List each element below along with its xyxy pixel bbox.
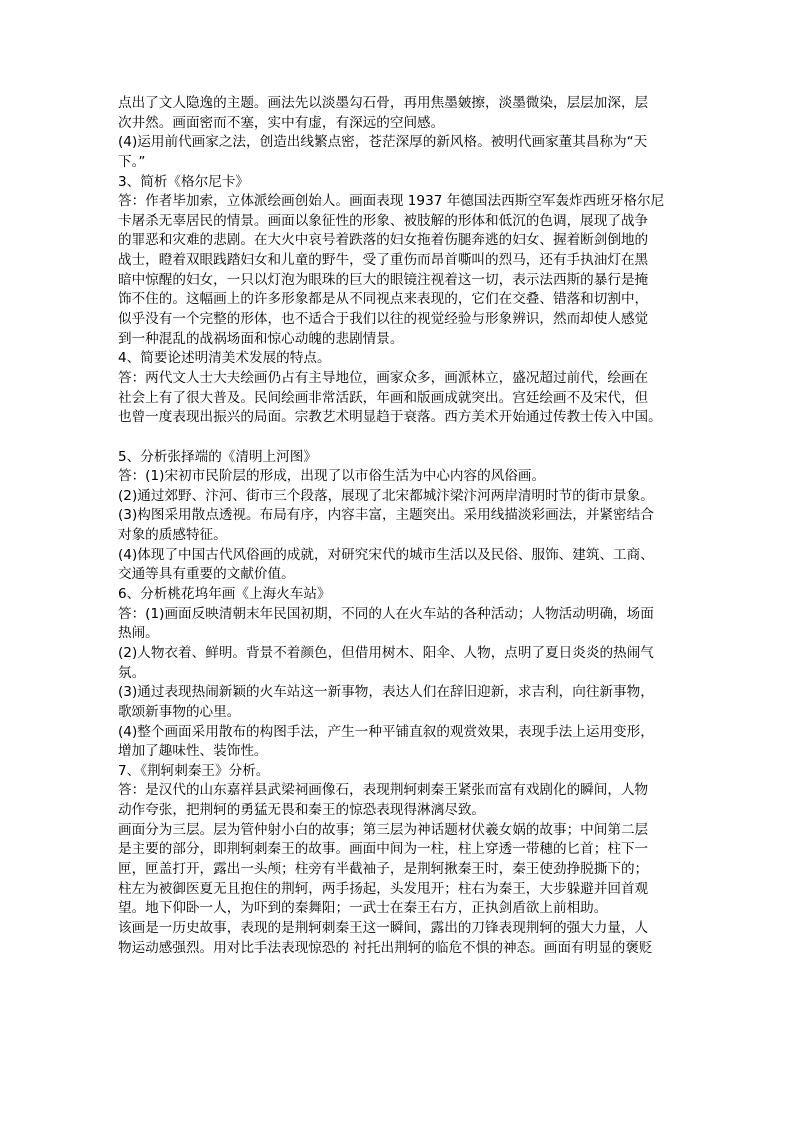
text-line: 是主要的部分，即荆轲刺秦王的故事。画面中间为一柱，柱上穿透一带穗的匕首；柱下一 [118,841,649,858]
text-line: 3、简析《格尔尼卡》 [118,173,249,190]
text-line: 似乎没有一个完整的形体，也不适合于我们以往的视觉经验与形象辨识，然而却使人感觉 [118,311,649,328]
text-line: 答：(1)宋初市民阶层的形成，出现了以市俗生活为中心内容的风俗画。 [118,468,546,485]
text-line: 歌颂新事物的心里。 [118,703,241,720]
text-line: (3)通过表现热闹新颖的火车站这一新事物，表达人们在辞旧迎新，求吉利，向往新事物， [118,684,654,701]
text-line: 的罪恶和灾难的悲剧。在大火中哀号着跌落的妇女拖着伤腿奔逃的妇女、握着断剑倒地的 [118,232,649,249]
text-line: 答：两代文人士大夫绘画仍占有主导地位，画家众多，画派林立，盛况超过前代，绘画在 [118,369,649,386]
text-line: (3)构图采用散点透视。布局有序，内容丰富，主题突出。采用线描淡彩画法，并紧密结合 [118,507,654,524]
text-line: 柱左为被御医夏无且抱住的荆轲，两手扬起，头发甩开；柱右为秦王，大步躲避并回首观 [118,880,649,897]
text-line: (4)运用前代画家之法，创造出线繁点密，苍茫深厚的新风格。被明代画家董其昌称为“天 [118,134,648,151]
text-line: 匣，匣盖打开，露出一头颅；柱旁有半截袖子，是荆轲揪秦王时，秦王使劲挣脱撕下的； [118,860,649,877]
text-line: 6、分析桃花坞年画《上海火车站》 [118,586,331,603]
text-line: 饰不住的。这幅画上的许多形象都是从不同视点来表现的，它们在交叠、错落和切割中， [118,291,649,308]
text-line: 交通等具有重要的文献价值。 [118,566,295,583]
text-line: 战士，瞪着双眼践踏妇女和儿童的野牛，受了重伤而昂首嘶叫的烈马，还有手执油灯在黑 [118,252,649,269]
document-page [118,94,684,958]
text-line: 到一种混乱的战祸场面和惊心动魄的悲剧情景。 [118,330,404,347]
text-line: 暗中惊醒的妇女，一只以灯泡为眼珠的巨大的眼镜注视着这一切，表示法西斯的暴行是掩 [118,271,649,288]
text-line: 卡屠杀无辜居民的情景。画面以象征性的形象、被肢解的形体和低沉的色调，展现了战争 [118,212,649,229]
text-line: 4、简要论述明清美术发展的特点。 [118,350,331,367]
text-line: 对象的质感特征。 [118,527,227,544]
text-line: 氛。 [118,664,146,681]
text-line: (4)体现了中国古代风俗画的成就，对研究宋代的城市生活以及民俗、服饰、建筑、工商、 [118,546,654,563]
text-line: 社会上有了很大普及。民间绘画非常活跃，年画和版画成就突出。宫廷绘画不及宋代，但 [118,389,649,406]
text-line: 画面分为三层。层为管仲射小白的故事；第三层为神话题材伏羲女娲的故事；中间第二层 [118,821,649,838]
text-line: 答：作者毕加索，立体派绘画创始人。画面表现 1937 年德国法西斯空军轰炸西班牙格尔尼 [118,193,665,210]
text-line: 点出了文人隐逸的主题。画法先以淡墨勾石骨，再用焦墨皴擦，淡墨微染，层层加深，层 [118,95,649,111]
text-line: 7、《荆轲刺秦王》分析。 [118,762,270,779]
text-line: 望。地下仰卧一人，为吓到的秦舞阳；一武士在秦王右方，正执剑盾欲上前相助。 [118,900,608,917]
text-line: (4)整个画面采用散布的构图手法，产生一种平铺直叙的观赏效果，表现手法上运用变形， [118,723,654,740]
text-line: 5、分析张择端的《清明上河图》 [118,448,317,465]
text-line: 下。” [118,153,146,170]
text-line: (2)通过郊野、汴河、街市三个段落，展现了北宋都城汴梁汴河两岸清明时节的街市景象。 [118,487,654,504]
text-line: 该画是一历史故事，表现的是荆轲刺秦王这一瞬间，露出的刀锋表现荆轲的强大力量，人 [118,919,649,936]
text-line: 物运动感强烈。用对比手法表现惊恐的 衬托出荆轲的临危不惧的神态。画面有明显的褒贬 [118,939,653,956]
text-line: (2)人物衣着、鲜明。背景不着颜色，但借用树木、阳伞、人物，点明了夏日炎炎的热闹气 [118,644,654,661]
text-line: 答：(1)画面反映清朝末年民国初期，不同的人在火车站的各种活动；人物活动明确，场面 [118,605,654,622]
text-line: 也曾一度表现出振兴的局面。宗教艺术明显趋于衰落。西方美术开始通过传教士传入中国。 [118,409,662,426]
text-line: 答：是汉代的山东嘉祥县武梁祠画像石，表现荆轲刺秦王紧张而富有戏剧化的瞬间，人物 [118,782,649,799]
text-line: 动作夸张，把荆轲的勇猛无畏和秦王的惊恐表现得淋漓尽致。 [118,802,486,819]
text-line: 增加了趣味性、装饰性。 [118,743,268,760]
blank-line [118,428,684,448]
text-line: 热闹。 [118,625,159,642]
text-line: 次井然。画面密而不塞，实中有虚，有深远的空间感。 [118,114,445,131]
